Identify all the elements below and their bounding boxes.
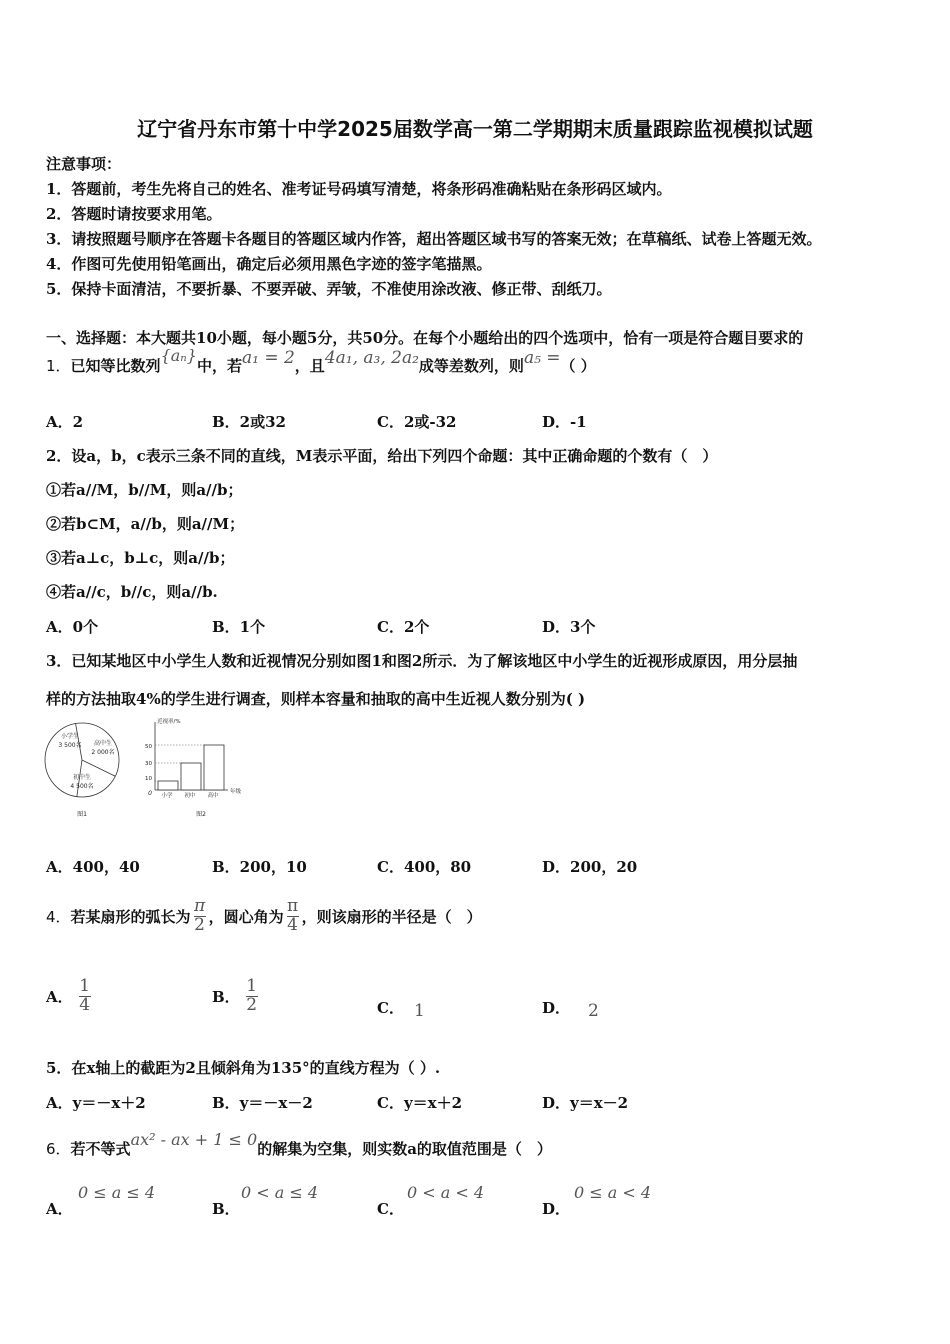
y-tick-label: 10 [145, 776, 152, 782]
notice-item-4: 4．作图可先使用铅笔画出，确定后必须用黑色字迹的签字笔描黑。 [46, 255, 492, 273]
fraction-denominator: 2 [246, 994, 258, 1015]
fraction-denominator: 4 [79, 994, 91, 1015]
pie-label-primary-count: 3 500名 [58, 742, 82, 749]
q6-math-inequality: ax² - ax + 1 ≤ 0 [130, 1130, 258, 1149]
q6-text-2: 的解集为空集，则实数a的取值范围是（ ） [257, 1140, 552, 1158]
q4-option-b[interactable] [212, 972, 258, 1020]
option-label: D． [542, 1200, 571, 1218]
option-value: 0 ≤ a < 4 [574, 1183, 652, 1202]
question-3-line-2: 样的方法抽取4%的学生进行调查，则样本容量和抽取的高中生近视人数分别为( ) [46, 690, 586, 708]
q5-option-c[interactable]: C．y＝x＋2 [377, 1094, 463, 1112]
q5-option-a[interactable]: A．y＝－x＋2 [46, 1094, 146, 1112]
option-label: A． [46, 1200, 73, 1218]
fraction-denominator: 2 [194, 914, 205, 935]
y-axis-label: 近视率/% [157, 719, 181, 725]
q2-proposition-3: ③若a⊥c，b⊥c，则a//b； [46, 549, 235, 567]
question-number: 6． [46, 1140, 71, 1158]
pie-label-middle-name: 初中生 [72, 774, 92, 781]
q1-text-4: 成等差数列，则 [418, 357, 524, 375]
bar-初中 [181, 763, 201, 790]
option-label: B． [212, 1200, 240, 1218]
option-label: A． [46, 987, 73, 1006]
option-label: D． [542, 999, 571, 1017]
bar-小学 [158, 781, 178, 790]
q2-option-c[interactable]: C．2个 [377, 618, 430, 636]
q3-option-a[interactable]: A．400，40 [46, 858, 140, 876]
question-2-stem: 2．设a，b，c表示三条不同的直线，M表示平面，给出下列四个命题：其中正确命题的个数有（ ） [46, 447, 718, 465]
q4-option-d[interactable] [542, 997, 599, 1021]
fraction-numerator: π [286, 895, 299, 916]
option-value: 2 [588, 1001, 599, 1021]
q2-proposition-4: ④若a//c，b//c，则a//b. [46, 583, 218, 601]
q4-text-1: 若某扇形的弧长为 [70, 907, 191, 926]
fraction-central-angle [286, 895, 299, 935]
figure-2-caption: 图2 [196, 811, 206, 818]
x-axis-label: 年级 [230, 789, 242, 795]
pie-label-high-name: 高中生 [93, 740, 113, 747]
x-tick-label-middle: 初中 [184, 793, 196, 799]
page-title: 辽宁省丹东市第十中学2025届数学高一第二学期期末质量跟踪监视模拟试题 [137, 117, 813, 141]
q4-option-c[interactable] [377, 997, 425, 1021]
q5-option-d[interactable]: D．y＝x－2 [542, 1094, 629, 1112]
q1-text-5: （ ） [560, 357, 596, 375]
bar-chart-figure-2 [140, 714, 250, 820]
q6-text-1: 若不等式 [70, 1140, 131, 1158]
option-label: C． [377, 1200, 404, 1218]
notice-item-5: 5．保持卡面清洁，不要折暴、不要弄破、弄皱，不准使用涂改液、修正带、刮纸刀。 [46, 280, 612, 298]
q3-option-c[interactable]: C．400，80 [377, 858, 472, 876]
fraction-option-b [246, 975, 258, 1015]
q1-text-1: 已知等比数列 [70, 357, 161, 375]
question-5-stem: 5．在x轴上的截距为2且倾斜角为135°的直线方程为（ ）. [46, 1059, 441, 1077]
option-label: B． [212, 987, 240, 1006]
section-heading: 一、选择题：本大题共10小题，每小题5分，共50分。在每个小题给出的四个选项中，恰有一项是符合题目要求的 [46, 329, 804, 347]
q3-option-b[interactable]: B．200，10 [212, 858, 307, 876]
q2-option-a[interactable]: A．0个 [46, 618, 99, 636]
q1-option-b[interactable]: B．2或32 [212, 413, 286, 431]
q1-math-sequence: {aₙ} [160, 346, 197, 365]
fraction-numerator: 1 [79, 975, 91, 996]
notice-item-2: 2．答题时请按要求用笔。 [46, 205, 222, 223]
notice-item-1: 1．答题前，考生先将自己的姓名、准考证号码填写清楚，将条形码准确粘贴在条形码区域内。 [46, 180, 672, 198]
q2-proposition-2: ②若b⊂M，a//b，则a//M； [46, 515, 245, 533]
question-1-stem [46, 346, 596, 376]
option-value: 0 < a ≤ 4 [241, 1183, 319, 1202]
question-3-line-1: 3．已知某地区中小学生人数和近视情况分别如图1和图2所示．为了解该地区中小学生的近视形成原因，用分层抽 [46, 652, 798, 670]
q1-option-c[interactable]: C．2或-32 [377, 413, 457, 431]
q6-option-c[interactable] [377, 1180, 527, 1220]
q6-option-a[interactable] [46, 1180, 196, 1220]
fraction-numerator: π [193, 895, 206, 916]
pie-label-middle-count: 4 500名 [70, 783, 94, 790]
q1-text-3: ，且 [294, 357, 325, 375]
question-6-stem [46, 1130, 552, 1159]
question-number: 1． [46, 357, 71, 375]
q5-option-b[interactable]: B．y＝－x－2 [212, 1094, 313, 1112]
question-4-stem [46, 892, 482, 940]
q1-math-terms: 4a₁, a₃, 2a₂ [324, 348, 419, 368]
q4-option-a[interactable] [46, 972, 91, 1020]
x-tick-label-high: 高中 [207, 793, 219, 799]
option-label: C． [377, 999, 404, 1017]
q1-math-a1: a₁ = 2 [241, 348, 295, 368]
q2-proposition-1: ①若a//M，b//M，则a//b； [46, 481, 243, 499]
y-tick-label: 0 [148, 790, 152, 797]
notice-item-3: 3．请按照题号顺序在答题卡各题目的答题区域内作答，超出答题区域书写的答案无效；在草稿纸、试卷上答题无效。 [46, 230, 822, 248]
pie-label-high-count: 2 000名 [91, 749, 115, 756]
fraction-option-a [79, 975, 91, 1015]
y-tick-label: 30 [145, 761, 152, 767]
pie-label-primary-name: 小学生 [60, 733, 80, 740]
option-value: 0 < a < 4 [407, 1183, 485, 1202]
question-number: 4． [46, 907, 71, 926]
fraction-arc-length [193, 895, 206, 935]
fraction-denominator: 4 [287, 914, 298, 935]
q2-option-d[interactable]: D．3个 [542, 618, 596, 636]
option-value: 1 [413, 1001, 425, 1021]
q1-option-d[interactable]: D．-1 [542, 413, 587, 431]
q1-text-2: 中，若 [196, 357, 242, 375]
notice-heading: 注意事项： [46, 155, 122, 173]
bar-高中 [204, 745, 224, 790]
q6-option-d[interactable] [542, 1180, 692, 1220]
q1-math-a5: a₅ = [523, 348, 561, 368]
q4-text-3: ，则该扇形的半径是（ ） [301, 907, 482, 926]
option-value: 0 ≤ a ≤ 4 [78, 1183, 156, 1202]
pie-chart-figure-1 [42, 718, 126, 820]
q2-option-b[interactable]: B．1个 [212, 618, 266, 636]
y-tick-label: 50 [145, 744, 152, 750]
figure-1-caption: 图1 [77, 811, 87, 818]
q3-option-d[interactable]: D．200，20 [542, 858, 638, 876]
q4-text-2: ，圆心角为 [208, 907, 284, 926]
q6-option-b[interactable] [212, 1180, 362, 1220]
fraction-numerator: 1 [246, 975, 258, 996]
q1-option-a[interactable]: A．2 [46, 413, 84, 431]
x-tick-label-primary: 小学 [161, 793, 173, 799]
